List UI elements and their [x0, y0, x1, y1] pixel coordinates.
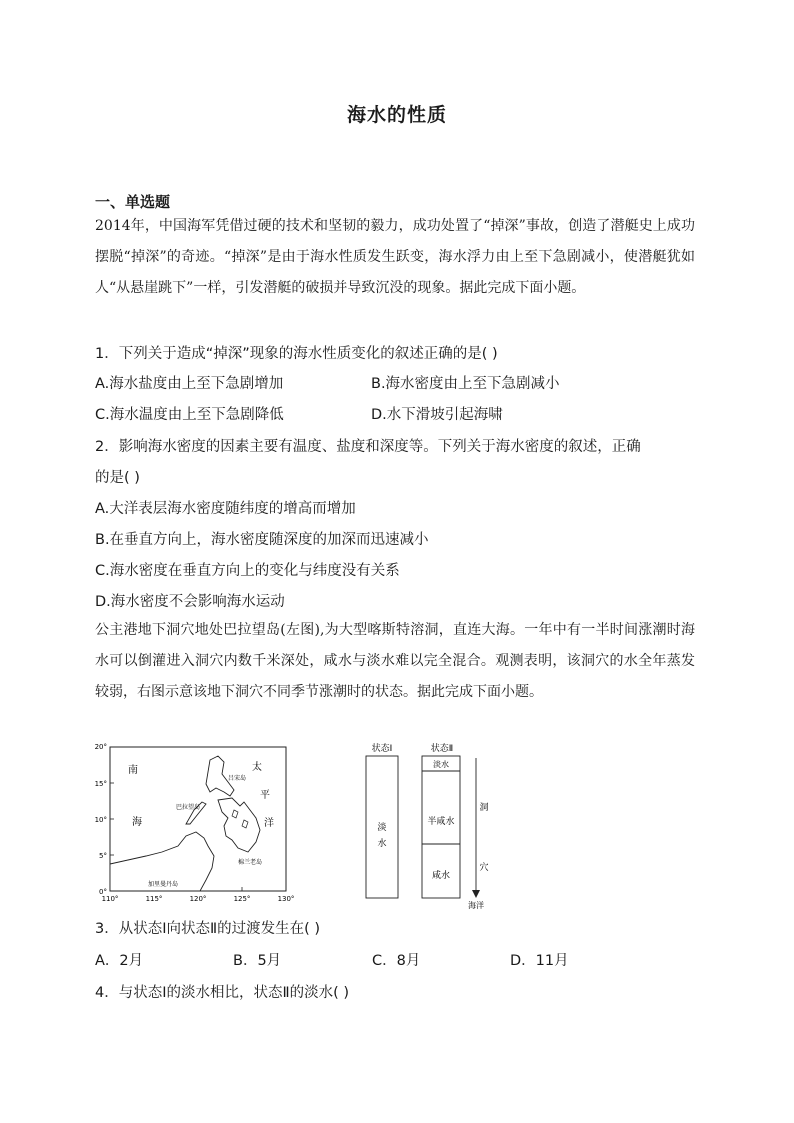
map-figure: [88, 740, 300, 904]
lat-label: 20°: [94, 743, 107, 751]
page-title: 海水的性质: [346, 104, 447, 126]
lat-label: 10°: [94, 816, 107, 824]
ocean-label: 海洋: [468, 901, 484, 910]
sea-label-nan: 南: [128, 765, 138, 776]
q1-option-d: D.水下滑坡引起海啸: [371, 407, 503, 423]
lon-label: 120°: [189, 895, 207, 903]
section-heading: 一、单选题: [95, 193, 171, 211]
cave-states-figure: [358, 740, 498, 910]
place-label: 巴拉望岛: [176, 804, 201, 811]
q2-option-b: B.在垂直方向上，海水密度随深度的加深而迅速减小: [95, 532, 429, 548]
place-label: 棉兰老岛: [238, 859, 263, 866]
question-2-stem-line1: 2．影响海水密度的因素主要有温度、盐度和深度等。下列关于海水密度的叙述，正确: [95, 439, 641, 455]
sea-label-hai: 海: [132, 817, 142, 828]
q3-option-b: B．5月: [233, 953, 282, 969]
q1-option-c: C.海水温度由上至下急剧降低: [95, 407, 284, 423]
passage-2: 公主港地下洞穴地处巴拉望岛(左图),为大型喀斯特溶洞，直连大海。一年中有一半时间涨潮时海水可以倒灌进入洞穴内数千米深处，咸水与淡水难以完全混合。观测表明，该洞穴的水全年蒸发较弱，右图示意该地下洞穴不同季节涨潮时的状态。据此完成下面小题。: [95, 622, 695, 700]
q3-option-d: D．11月: [510, 953, 569, 969]
q2-option-d: D.海水密度不会影响海水运动: [95, 594, 285, 610]
ocean-label: 洋: [264, 818, 274, 829]
arrow-head-icon: [472, 890, 480, 898]
place-label: 吕宋岛: [228, 775, 247, 782]
q1-option-a: A.海水盐度由上至下急剧增加: [95, 376, 284, 392]
q1-option-b: B.海水密度由上至下急剧减小: [371, 376, 560, 392]
fresh-water-label: 水: [377, 839, 387, 849]
place-label: 加里曼丹岛: [148, 881, 179, 888]
state-1-label: 状态Ⅰ: [371, 744, 393, 754]
state-2-label: 状态Ⅱ: [430, 744, 454, 754]
q2-option-a: A.大洋表层海水密度随纬度的增高而增加: [95, 501, 356, 517]
lon-label: 110°: [101, 895, 119, 903]
ocean-label: 太: [252, 762, 262, 773]
lon-label: 125°: [233, 895, 251, 903]
passage-1: 2014年，中国海军凭借过硬的技术和坚韧的毅力，成功处置了“掉深”事故，创造了潜艇史上成功摆脱“掉深”的奇迹。“掉深”是由于海水性质发生跃变，海水浮力由上至下急剧减小，使潜艇犹如人“从悬崖跳下”一样，引发潜艇的破损并导致沉没的现象。据此完成下面小题。: [95, 218, 695, 296]
question-1-stem: 1．下列关于造成“掉深”现象的海水性质变化的叙述正确的是( ): [95, 346, 498, 362]
q2-option-c: C.海水密度在垂直方向上的变化与纬度没有关系: [95, 563, 400, 579]
question-2-stem-line2: 的是( ): [95, 470, 140, 486]
cave-label: 洞: [479, 803, 489, 813]
brackish-water-label: 半咸水: [427, 817, 455, 827]
q3-option-a: A．2月: [95, 953, 144, 969]
lat-label: 5°: [99, 852, 107, 860]
fresh-water-label: 淡: [377, 823, 387, 833]
question-3-stem: 3．从状态Ⅰ向状态Ⅱ的过渡发生在( ): [95, 921, 321, 937]
ocean-label: 平: [260, 790, 270, 801]
cave-label: 穴: [479, 863, 489, 873]
q3-option-c: C．8月: [372, 953, 421, 969]
lon-label: 115°: [145, 895, 163, 903]
salt-water-label: 咸水: [431, 871, 451, 881]
lat-label: 15°: [94, 780, 107, 788]
lon-label: 130°: [277, 895, 295, 903]
question-4-stem: 4．与状态Ⅰ的淡水相比，状态Ⅱ的淡水( ): [95, 985, 350, 1001]
lat-label: 0°: [99, 888, 107, 896]
fresh-water-label: 淡水: [433, 760, 449, 769]
